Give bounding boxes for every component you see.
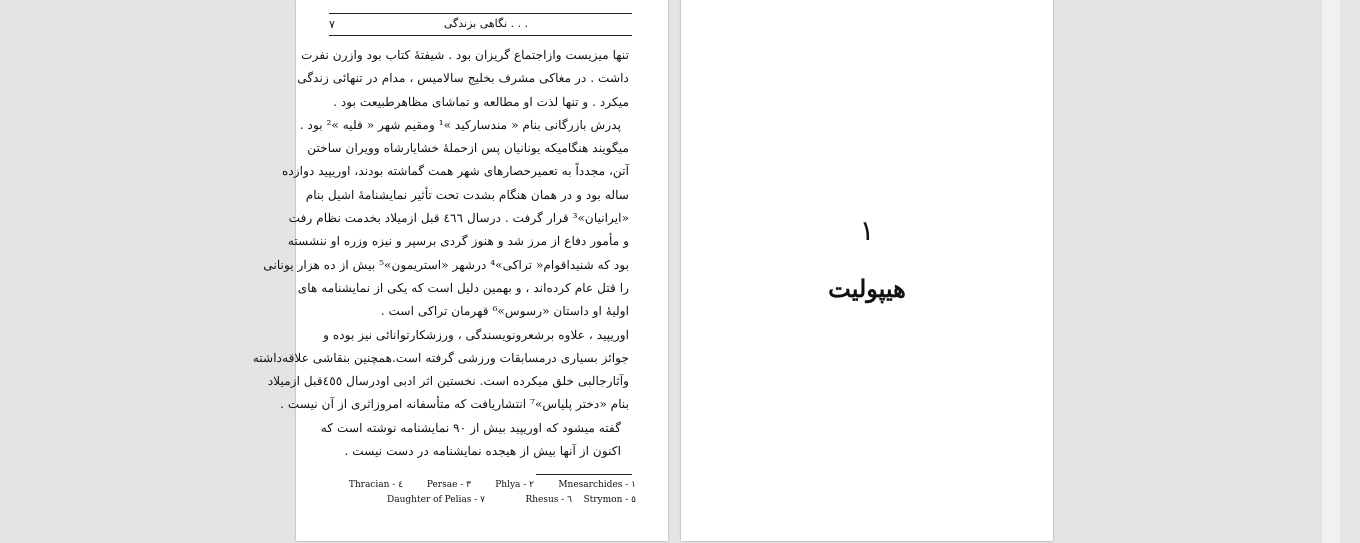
footnote: Phlya - ۲ <box>495 480 534 490</box>
footnote: Daughter of Pelias - ۷ <box>387 495 485 505</box>
book-page-left <box>252 0 668 541</box>
footnote-rule <box>536 474 632 475</box>
text-line: را قتل عام کرده‌اند ، و بهمین دلیل است که یکی از نمایشنامه های <box>297 280 629 295</box>
text-line: اولیهٔ او داستان «رسوس»⁶ قهرمان تراکی است . <box>380 304 629 319</box>
page-number: ۷ <box>329 18 335 31</box>
footnote: Persae - ۳ <box>426 480 471 490</box>
vertical-scrollbar[interactable] <box>1321 0 1340 543</box>
header-rule-bottom <box>329 35 632 36</box>
header-rule-top <box>329 13 632 14</box>
text-line: پدرش بازرگانی بنام « مندسارکید »¹ ومقیم شهر « فلیه »² بود . <box>299 117 621 132</box>
text-line: ساله بود و در همان هنگام بشدت تحت تأثیر نمایشنامهٔ اشیل بنام <box>305 187 629 202</box>
text-line: آتن، مجدداً به تعمیرحصارهای شهر همت گماشته بودند، اوریپید دوازده <box>281 164 629 179</box>
book-page-right <box>681 0 1053 541</box>
text-line: گفته میشود که اوریپید بیش از ۹۰ نمایشنامه نوشته است که <box>320 420 621 435</box>
text-line: جوائز بسیاری درمسابقات ورزشی گرفته است.همچنین بنقاشی علاقه‌داشته <box>252 350 629 365</box>
text-line: بنام «دختر پلیاس»⁷ انتشاریافت که متأسفانه امروزاثری از آن نیست . <box>280 397 629 412</box>
chapter-number: ۱ <box>859 214 875 247</box>
text-line: بود که شنیداقوام« تراکی»⁴ درشهر «استریمون»⁵ بیش از ده هزار یونانی <box>263 257 629 272</box>
body-text <box>252 44 629 463</box>
footnote: Strymon - ٥ <box>583 495 636 505</box>
text-line: وآثارجالبی خلق میکرده است. نخستین اثر ادبی اودرسال ٤٥٥قبل ازمیلاد <box>267 374 629 389</box>
text-line: اکنون از آنها بیش از هیجده نمایشنامه در دست نیست . <box>344 444 621 459</box>
footnote: Mnesarchides - ۱ <box>558 480 636 490</box>
document-viewer[interactable] <box>2 0 1340 543</box>
text-line: تنها میزیست وازاجتماع گریزان بود . شیفتهٔ کتاب بود وازرن نفرت <box>301 48 629 62</box>
footnote: Thracian - ٤ <box>348 480 403 490</box>
text-line: داشت . در مغاکی مشرف بخلیج سالامیس ، مدام در تنهائی زندگی <box>297 71 629 86</box>
chapter-title: هیپولیت <box>828 274 906 303</box>
text-line: میگویند هنگامیکه یونانیان پس ازحملهٔ خشایارشاه وویران ساختن <box>307 141 629 156</box>
text-line: میکرد . و تنها لذت او مطالعه و تماشای مظاهرطبیعت بود . <box>333 94 629 109</box>
text-line: اوریپید ، علاوه برشعرونویسندگی ، ورزشکارتوانائی نیز بوده و <box>323 327 629 342</box>
text-line: و مأمور دفاع از مرز شد و هنوز گردی برسپر و نیزه وزره او ننشسته <box>287 234 629 249</box>
footnotes <box>348 478 636 508</box>
running-title: نگاهی بزندگی . . . <box>443 17 529 30</box>
footnote: Rhesus - ٦ <box>525 495 572 505</box>
text-line: «ایرانیان»³ قرار گرفت . درسال ٤٦٦ قبل ازمیلاد بخدمت نظام رفت <box>288 211 629 226</box>
